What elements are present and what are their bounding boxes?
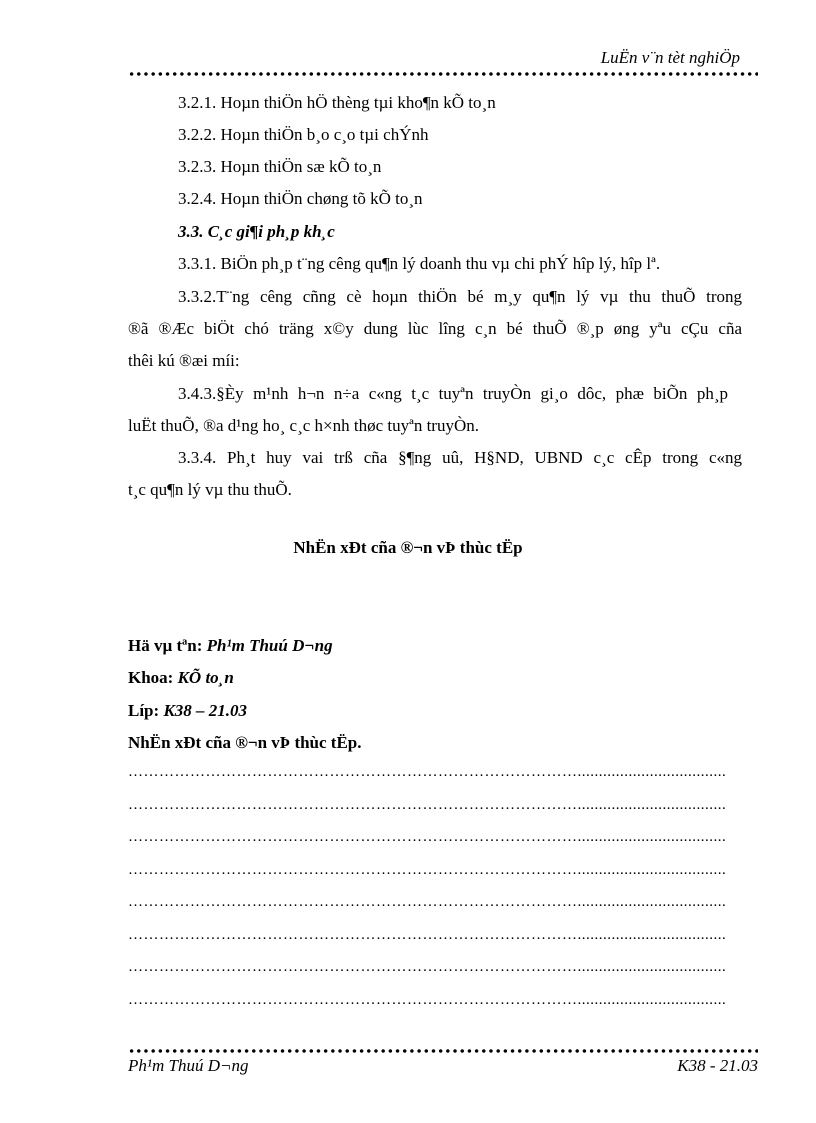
paragraph-3-3-2-line-1: 3.3.2.T¨ng cêng cñng cè hoµn thiÖn bé m¸y qu¶n lý vµ thu thuÕ trong [178, 287, 742, 306]
paragraph-3-3-4-line-2: t¸c qu¶n lý vµ thu thuÕ. [128, 480, 292, 499]
comment-label: NhËn xÐt cña ®¬n vÞ thùc tËp. [128, 733, 362, 752]
paragraph-3-3-1: 3.3.1. BiÖn ph¸p t¨ng cêng qu¶n lý doanh thu vµ chi phÝ hîp lý, hîp lª. [178, 254, 661, 273]
name-row [128, 636, 333, 656]
paragraph-3-4-3-line-1: 3.4.3.§Èy m¹nh h¬n n÷a c«ng t¸c tuyªn truyÒn gi¸o dôc, phæ biÕn ph¸p [178, 384, 728, 403]
list-item: 3.2.3. Hoµn thiÖn sæ kÕ to¸n [178, 157, 382, 176]
list-item: 3.2.4. Hoµn thiÖn chøng tõ kÕ to¸n [178, 189, 423, 208]
dept-value: KÕ to¸n [177, 668, 234, 687]
dept-label: Khoa: [128, 668, 178, 687]
header-dotted-rule [128, 70, 758, 78]
dept-row [128, 668, 234, 688]
paragraph-3-3-2-line-3: thêi kú ®æi míi: [128, 351, 240, 370]
comment-dotted-line: ……………………………………………………………………………................................... [128, 829, 727, 845]
paragraph-3-3-2-line-2: ®ã ®Æc biÖt chó träng x©y dung lùc lîng c¸n bé thuÕ ®¸p øng yªu cÇu cña [128, 319, 742, 338]
paragraph-3-3-4-line-1: 3.3.4. Ph¸t huy vai trß cña §¶ng uû, H§ND, UBND c¸c cÊp trong c«ng [178, 448, 742, 467]
assessment-title: NhËn xÐt cña ®¬n vÞ thùc tËp [293, 538, 523, 557]
name-label: Hä vµ tªn: [128, 636, 207, 655]
paragraph-3-4-3-line-2: luËt thuÕ, ®a d¹ng ho¸ c¸c h×nh thøc tuyªn truyÒn. [128, 416, 479, 435]
class-label: Líp: [128, 701, 164, 720]
comment-dotted-line: ……………………………………………………………………………................................... [128, 797, 727, 813]
comment-dotted-line: ……………………………………………………………………………................................... [128, 992, 727, 1008]
class-row [128, 701, 247, 721]
class-value: K38 – 21.03 [163, 701, 248, 720]
footer-author: Ph¹m Thuú D¬ng [128, 1056, 249, 1075]
section-heading: 3.3. C¸c gi¶i ph¸p kh¸c [178, 222, 335, 241]
list-item: 3.2.1. Hoµn thiÖn hÖ thèng tµi kho¶n kÕ to¸n [178, 93, 496, 112]
comment-dotted-line: ……………………………………………………………………………................................... [128, 894, 727, 910]
comment-dotted-line: ……………………………………………………………………………................................... [128, 927, 727, 943]
comment-dotted-line: ……………………………………………………………………………................................... [128, 862, 727, 878]
footer-dotted-rule [128, 1047, 758, 1055]
list-item: 3.2.2. Hoµn thiÖn b¸o c¸o tµi chÝnh [178, 125, 429, 144]
comment-dotted-line: ……………………………………………………………………………................................... [128, 959, 727, 975]
running-header-title: LuËn v¨n tèt nghiÖp [600, 48, 740, 67]
comment-dotted-line: ……………………………………………………………………………................................... [128, 764, 727, 780]
name-value: Ph¹m Thuú D¬ng [206, 636, 333, 655]
footer-class-code: K38 - 21.03 [677, 1056, 758, 1075]
